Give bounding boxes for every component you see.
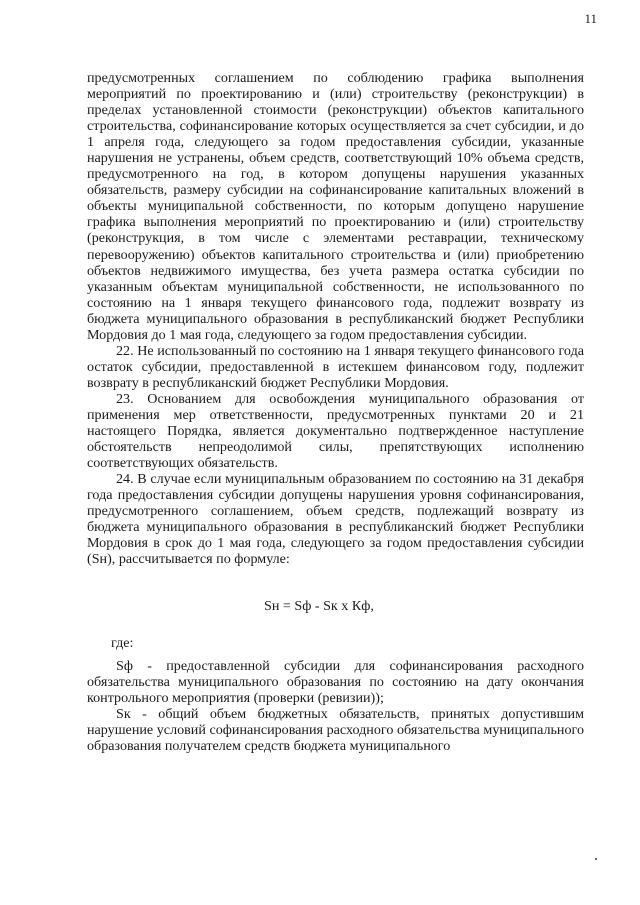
formula-where-label: где: bbox=[111, 635, 134, 652]
paragraph-23: 23. Основанием для освобождения муниципального образования от применения мер ответственности, предусмотренных пунктами 20 и 21 настоящего Порядка, является документально подтвержденное наступление обстоятельств непреодолимой силы, препятствующих исполнению соответствующих обязательств. bbox=[87, 390, 584, 472]
definition-sk: Sк - общий объем бюджетных обязательств, принятых допустившим нарушение условий софинансирования расходного обязательства муниципального образования получателем средств бюджета муниципального bbox=[87, 705, 584, 754]
formula: Sн = Sф - Sк х Кф, bbox=[264, 598, 374, 615]
paragraph-continuation: предусмотренных соглашением по соблюдению графика выполнения мероприятий по проектированию и (или) строительству (реконструкции) в пределах установленной стоимости (реконструкции) объектов капитального строительства, софинансирование которых осуществляется за счет субсидии, и до 1 апреля года, следующего за годом предоставления субсидии, указанные нарушения не устранены, объем средств, соответствующий 10% объема средств, предусмотренного на год, в котором допущены нарушения указанных обязательств, размеру субсидии на софинансирование капитальных вложений в объекты муниципальной собственности, по которым допущено нарушение графика выполнения мероприятий по проектированию и (или) строительству (реконструкция, в том числе с элементами реставрации, техническому перевооружению) объектов капитального строительства и (или) приобретению объектов недвижимого имущества, без учета размера остатка субсидии по указанным объектам муниципальной собственности, не использованного по состоянию на 1 января текущего финансового года, подлежит возврату из бюджета муниципального образования в республиканский бюджет Республики Мордовия до 1 мая года, следующего за годом предоставления субсидии. bbox=[87, 70, 584, 343]
scan-speck bbox=[595, 858, 597, 860]
definition-sf: Sф - предоставленной субсидии для софинансирования расходного обязательства муниципального образования по состоянию на дату окончания контрольного мероприятия (проверки (ревизии)); bbox=[87, 657, 584, 706]
paragraph-24: 24. В случае если муниципальным образованием по состоянию на 31 декабря года предоставления субсидии допущены нарушения уровня софинансирования, предусмотренного соглашением, объем средств, подлежащий возврату из бюджета муниципального образования в республиканский бюджет Республики Мордовия в срок до 1 мая года, следующего за годом предоставления субсидии (Sн), рассчитывается по формуле: bbox=[87, 471, 584, 568]
document-body bbox=[87, 70, 584, 754]
page-number: 11 bbox=[584, 11, 597, 26]
paragraph-22: 22. Не использованный по состоянию на 1 января текущего финансового года остаток субсидии, предоставленной в истекшем финансовом году, подлежит возврату в республиканский бюджет Республики Мордовия. bbox=[87, 342, 584, 391]
